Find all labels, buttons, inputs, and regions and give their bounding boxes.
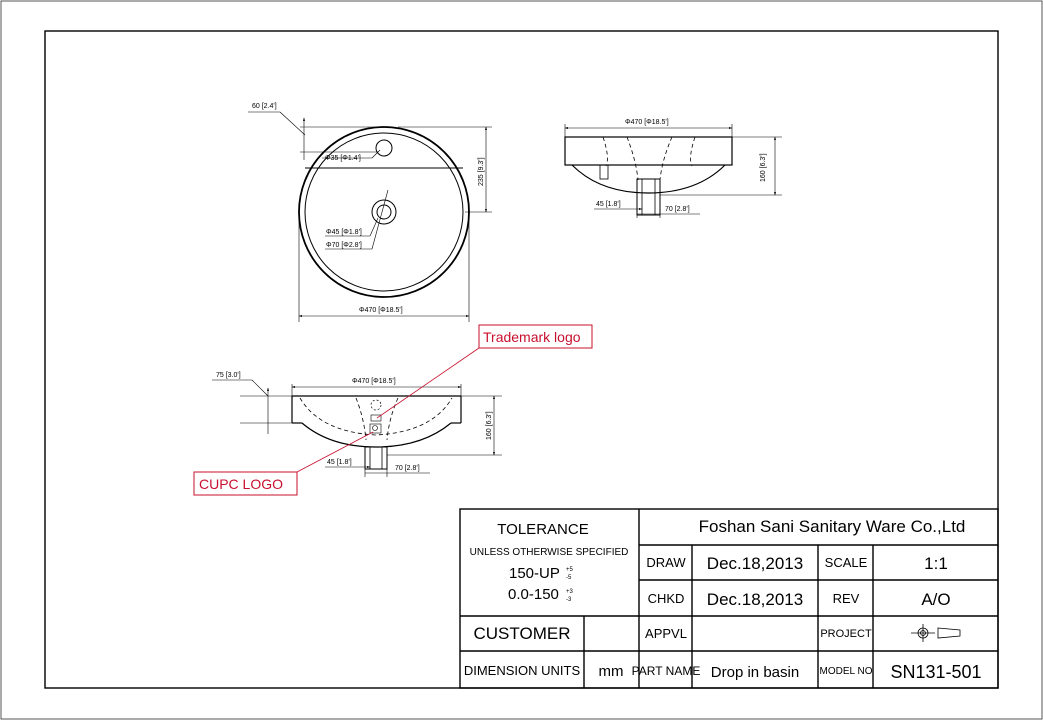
rev-value: A/O bbox=[921, 590, 951, 609]
model-label: MODEL NO bbox=[819, 666, 873, 677]
top-dim-drain-outer: Φ70 [Φ2.8'] bbox=[326, 242, 362, 249]
section-view bbox=[212, 380, 502, 477]
cupc-leader bbox=[297, 432, 373, 472]
project-label: PROJECT bbox=[820, 628, 872, 640]
side-drain-pipe bbox=[637, 179, 660, 215]
section-bowl bbox=[302, 423, 451, 447]
appvl-label: APPVL bbox=[645, 626, 687, 641]
tolerance-title: TOLERANCE bbox=[497, 521, 589, 538]
top-dim-diameter: Φ470 [Φ18.5'] bbox=[359, 307, 403, 314]
chkd-value: Dec.18,2013 bbox=[706, 590, 804, 609]
section-dim-drain-outer: 70 [2.8'] bbox=[395, 465, 420, 472]
top-view bbox=[248, 112, 492, 322]
scale-label: SCALE bbox=[824, 555, 868, 570]
section-dim-drain-inner: 45 [1.8'] bbox=[327, 459, 352, 466]
section-drain-pipe bbox=[365, 447, 387, 469]
drain-inner bbox=[377, 205, 391, 219]
section-dim-rim: 75 [3.0'] bbox=[216, 372, 241, 379]
project-symbol bbox=[911, 624, 960, 642]
outer-border bbox=[1, 1, 1042, 719]
top-dim-235: 235 [9.3'] bbox=[478, 157, 485, 186]
tolerance-row1-minus: -5 bbox=[566, 575, 572, 581]
side-dim-drain-inner: 45 [1.8'] bbox=[596, 201, 621, 208]
top-dim-60: 60 [2.4'] bbox=[252, 103, 277, 110]
side-dim-width: Φ470 [Φ18.5'] bbox=[625, 119, 669, 126]
draw-label: DRAW bbox=[646, 555, 686, 570]
tap-hole bbox=[376, 140, 392, 156]
tolerance-note: UNLESS OTHERWISE SPECIFIED bbox=[469, 547, 629, 558]
part-name-value: Drop in basin bbox=[710, 664, 800, 681]
basin-outer-rim bbox=[299, 127, 469, 297]
scale-value: 1:1 bbox=[924, 554, 948, 573]
section-dim-height: 160 [6.3'] bbox=[486, 411, 493, 440]
top-dim-drain-inner: Φ45 [Φ1.8'] bbox=[326, 229, 362, 236]
tolerance-row2-range: 0.0-150 bbox=[508, 586, 559, 603]
units-value: mm bbox=[598, 663, 624, 680]
rev-label: REV bbox=[832, 591, 860, 606]
company-name: Foshan Sani Sanitary Ware Co.,Ltd bbox=[698, 517, 966, 536]
chkd-label: CHKD bbox=[647, 591, 685, 606]
tolerance-row2-minus: -3 bbox=[566, 597, 572, 603]
draw-value: Dec.18,2013 bbox=[706, 554, 804, 573]
tolerance-row2-plus: +3 bbox=[566, 589, 573, 595]
section-logos bbox=[370, 415, 381, 433]
top-dim-tap-hole: Φ35 [Φ1.4'] bbox=[325, 155, 361, 162]
part-name-label: PART NAME bbox=[631, 664, 701, 678]
cupc-callout-label: CUPC LOGO bbox=[199, 476, 284, 492]
trademark-callout-label: Trademark logo bbox=[483, 329, 581, 345]
units-label: DIMENSION UNITS bbox=[463, 663, 581, 678]
side-overflow bbox=[600, 165, 608, 179]
side-dim-height: 160 [6.3'] bbox=[760, 153, 767, 182]
side-dim-drain-outer: 70 [2.8'] bbox=[665, 206, 690, 213]
model-value: SN131-501 bbox=[890, 662, 982, 682]
customer-label: CUSTOMER bbox=[473, 624, 571, 643]
tolerance-row1-range: 150-UP bbox=[509, 565, 560, 582]
section-dim-width: Φ470 [Φ18.5'] bbox=[352, 378, 396, 385]
tolerance-row1-plus: +5 bbox=[566, 567, 573, 573]
drain-outer bbox=[372, 200, 396, 224]
side-rim bbox=[565, 137, 732, 165]
title-block-text bbox=[464, 517, 982, 682]
callouts bbox=[194, 325, 592, 495]
